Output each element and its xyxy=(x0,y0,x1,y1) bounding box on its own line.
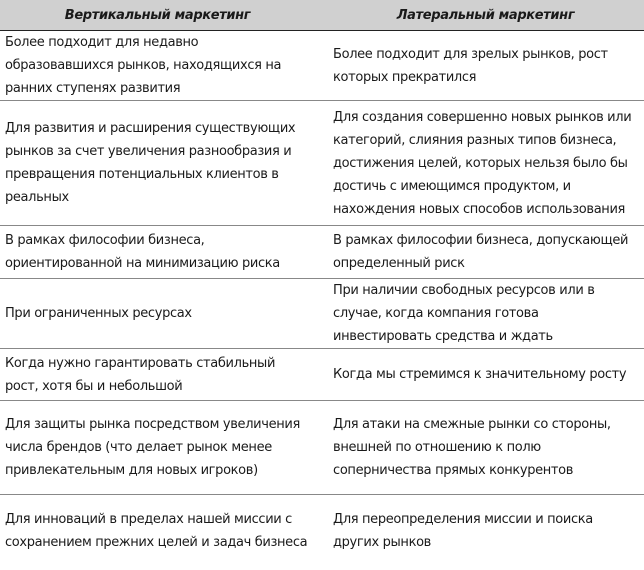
table-header xyxy=(0,0,644,31)
table-row xyxy=(0,495,644,567)
cell-vertical: Для инноваций в пределах нашей миссии с сохранением прежних целей и задач бизнеса xyxy=(5,511,308,550)
table-body xyxy=(0,31,644,567)
table-row xyxy=(0,349,644,401)
table-row xyxy=(0,279,644,349)
cell-vertical: При ограниченных ресурсах xyxy=(5,306,192,321)
table-row xyxy=(0,31,644,101)
cell-vertical: Когда нужно гарантировать стабильный рост, хотя бы и небольшой xyxy=(5,355,276,394)
cell-lateral: Для создания совершенно новых рынков или категорий, слияния разных типов бизнеса, достижения целей, которых нельзя было бы достичь с имеющимся продуктом, и нахождения новых способов использования xyxy=(333,109,632,217)
table-row xyxy=(0,101,644,226)
cell-vertical: Более подходит для недавно образовавшихся рынков, находящихся на ранних ступенях развития xyxy=(5,35,282,96)
cell-lateral: В рамках философии бизнеса, допускающей определенный риск xyxy=(333,233,629,271)
cell-lateral: Более подходит для зрелых рынков, рост которых прекратился xyxy=(333,46,608,85)
cell-lateral: Когда мы стремимся к значительному росту xyxy=(333,367,627,382)
cell-vertical: В рамках философии бизнеса, ориентированной на минимизацию риска xyxy=(5,233,280,271)
cell-vertical: Для защиты рынка посредством увеличения числа брендов (что делает рынок менее привлекательным для новых игроков) xyxy=(5,417,300,478)
header-lateral-marketing: Латеральный маркетинг xyxy=(324,0,644,31)
header-row xyxy=(0,0,644,31)
cell-vertical: Для развития и расширения существующих рынков за счет увеличения разнообразия и превращения потенциальных клиентов в реальных xyxy=(5,121,296,205)
header-vertical-marketing: Вертикальный маркетинг xyxy=(0,0,324,31)
table-row xyxy=(0,226,644,279)
cell-lateral: Для атаки на смежные рынки со стороны, внешней по отношению к полю соперничества прямых конкурентов xyxy=(333,417,611,478)
cell-lateral: При наличии свободных ресурсов или в случае, когда компания готова инвестировать средства и ждать xyxy=(333,283,595,344)
table-row xyxy=(0,401,644,495)
cell-lateral: Для переопределения миссии и поиска других рынков xyxy=(333,511,593,550)
